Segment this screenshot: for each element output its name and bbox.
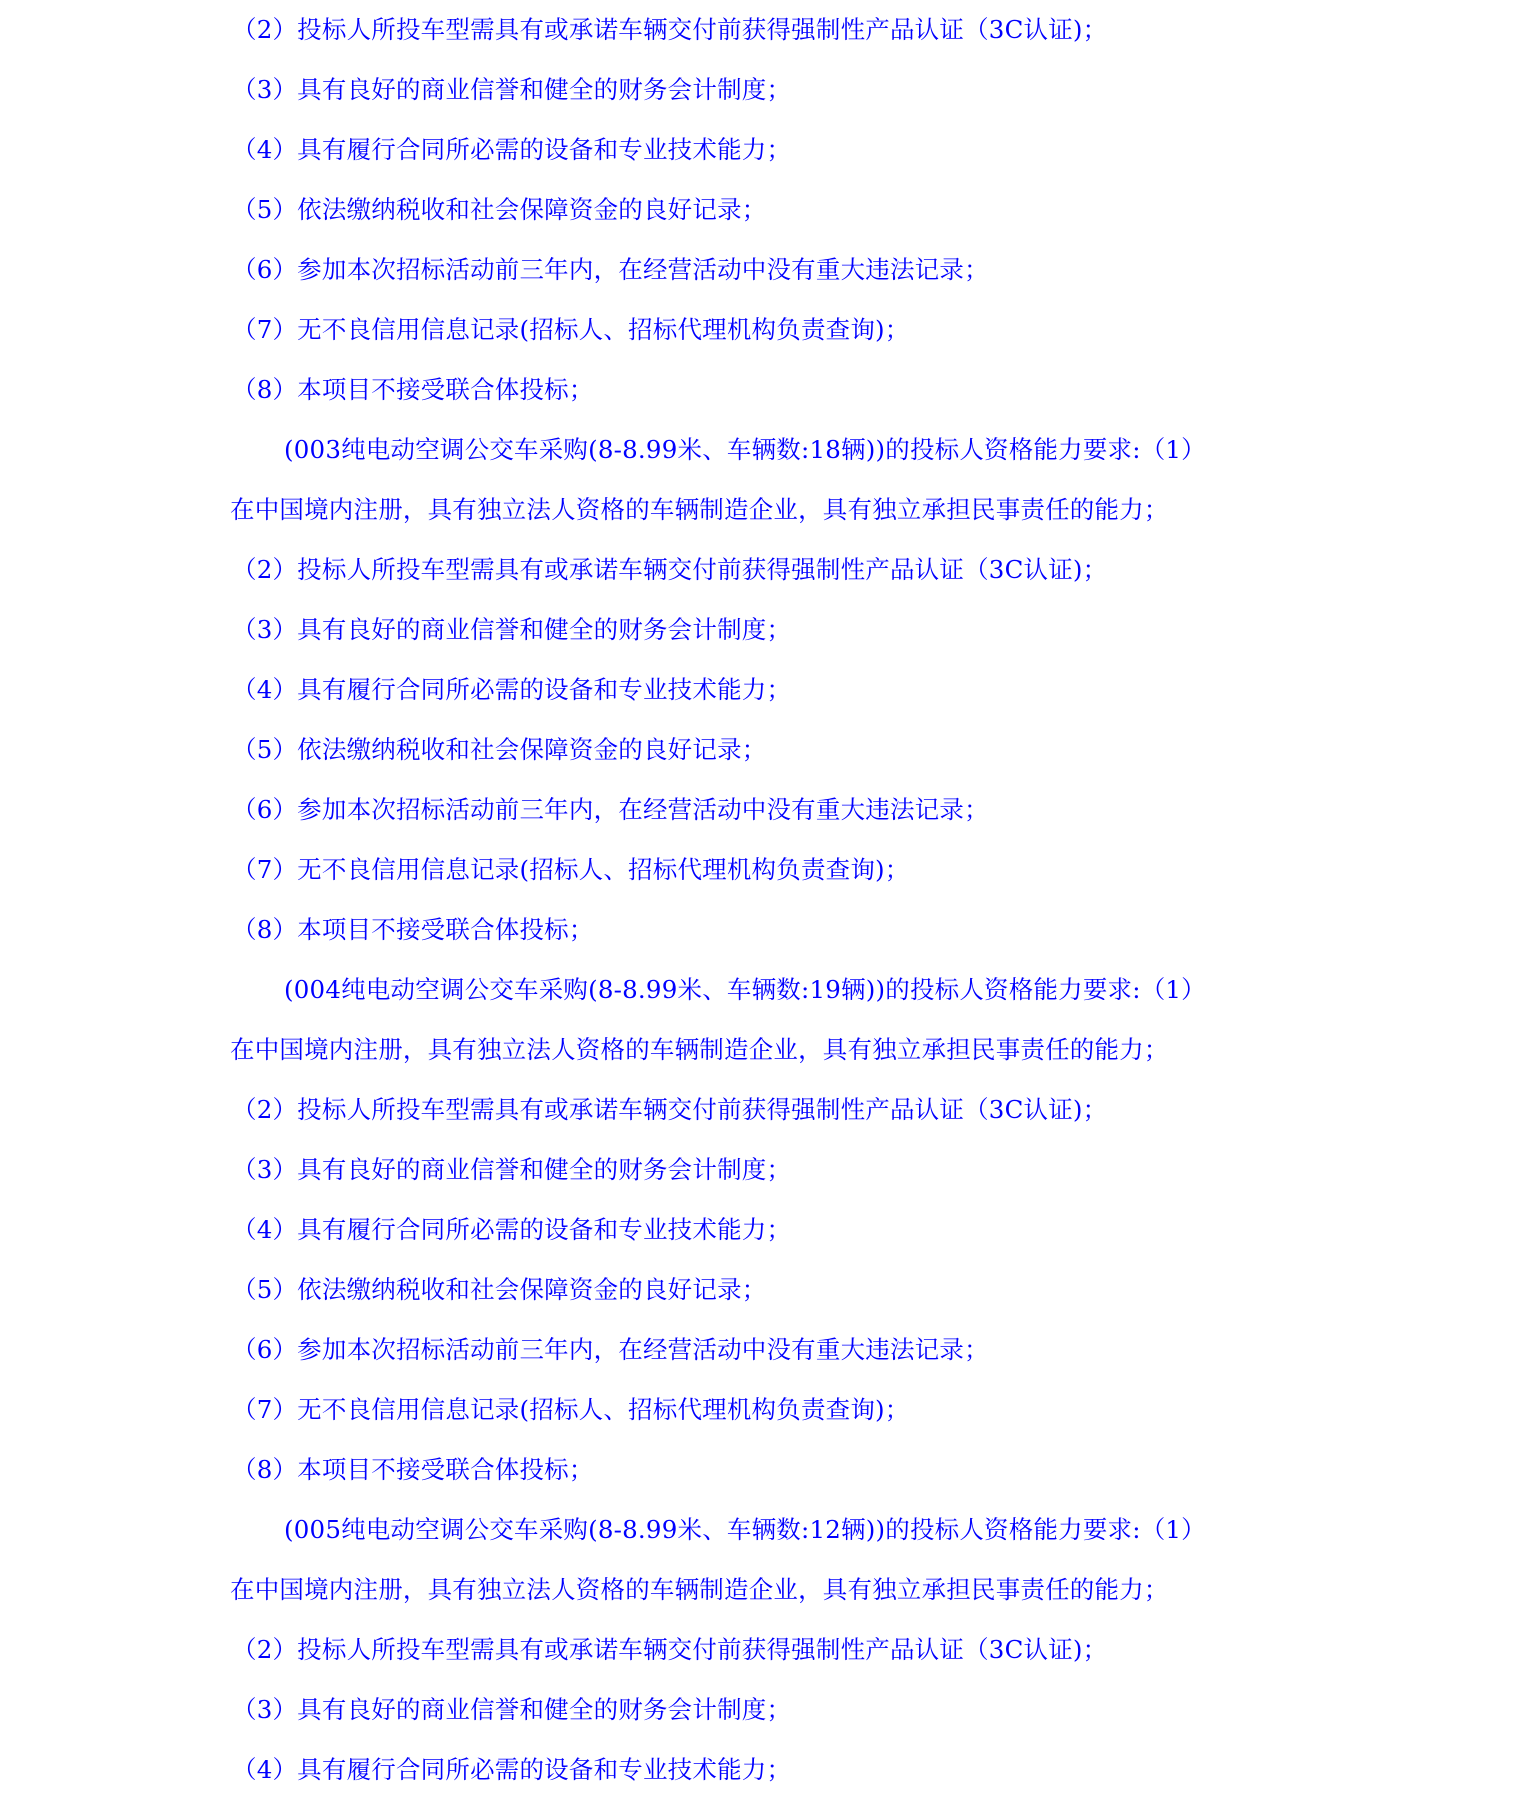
text-line: （3）具有良好的商业信誉和健全的财务会计制度； xyxy=(232,615,792,644)
section-lead-line: (004纯电动空调公交车采购(8-8.99米、车辆数:19辆))的投标人资格能力要求:（1） xyxy=(284,975,1206,1004)
text-line: （7）无不良信用信息记录(招标人、招标代理机构负责查询)； xyxy=(232,315,910,344)
text-line: （2）投标人所投车型需具有或承诺车辆交付前获得强制性产品认证（3C认证)； xyxy=(232,15,1108,44)
text-line: （4）具有履行合同所必需的设备和专业技术能力； xyxy=(232,135,792,164)
text-line: （7）无不良信用信息记录(招标人、招标代理机构负责查询)； xyxy=(232,855,910,884)
text-line: （8）本项目不接受联合体投标； xyxy=(232,915,594,944)
text-line: 在中国境内注册，具有独立法人资格的车辆制造企业，具有独立承担民事责任的能力； xyxy=(230,1575,1169,1604)
text-line: （6）参加本次招标活动前三年内，在经营活动中没有重大违法记录； xyxy=(232,255,989,284)
text-line: 在中国境内注册，具有独立法人资格的车辆制造企业，具有独立承担民事责任的能力； xyxy=(230,1035,1169,1064)
text-line: （8）本项目不接受联合体投标； xyxy=(232,1455,594,1484)
text-line: （2）投标人所投车型需具有或承诺车辆交付前获得强制性产品认证（3C认证)； xyxy=(232,555,1108,584)
text-line: （4）具有履行合同所必需的设备和专业技术能力； xyxy=(232,1215,792,1244)
text-line: （2）投标人所投车型需具有或承诺车辆交付前获得强制性产品认证（3C认证)； xyxy=(232,1095,1108,1124)
section-lead-line: (005纯电动空调公交车采购(8-8.99米、车辆数:12辆))的投标人资格能力要求:（1） xyxy=(284,1515,1206,1544)
text-line: （3）具有良好的商业信誉和健全的财务会计制度； xyxy=(232,1695,792,1724)
text-line: （5）依法缴纳税收和社会保障资金的良好记录； xyxy=(232,735,767,764)
text-line: （5）依法缴纳税收和社会保障资金的良好记录； xyxy=(232,195,767,224)
text-line: （3）具有良好的商业信誉和健全的财务会计制度； xyxy=(232,75,792,104)
section-lead-line: (003纯电动空调公交车采购(8-8.99米、车辆数:18辆))的投标人资格能力要求:（1） xyxy=(284,435,1206,464)
text-line: （5）依法缴纳税收和社会保障资金的良好记录； xyxy=(232,1275,767,1304)
text-line: （3）具有良好的商业信誉和健全的财务会计制度； xyxy=(232,1155,792,1184)
text-line: （6）参加本次招标活动前三年内，在经营活动中没有重大违法记录； xyxy=(232,1335,989,1364)
text-line: 在中国境内注册，具有独立法人资格的车辆制造企业，具有独立承担民事责任的能力； xyxy=(230,495,1169,524)
text-line: （4）具有履行合同所必需的设备和专业技术能力； xyxy=(232,675,792,704)
text-line: （6）参加本次招标活动前三年内，在经营活动中没有重大违法记录； xyxy=(232,795,989,824)
text-line: （8）本项目不接受联合体投标； xyxy=(232,375,594,404)
text-line: （2）投标人所投车型需具有或承诺车辆交付前获得强制性产品认证（3C认证)； xyxy=(232,1635,1108,1664)
text-line: （4）具有履行合同所必需的设备和专业技术能力； xyxy=(232,1755,792,1784)
text-line: （7）无不良信用信息记录(招标人、招标代理机构负责查询)； xyxy=(232,1395,910,1424)
